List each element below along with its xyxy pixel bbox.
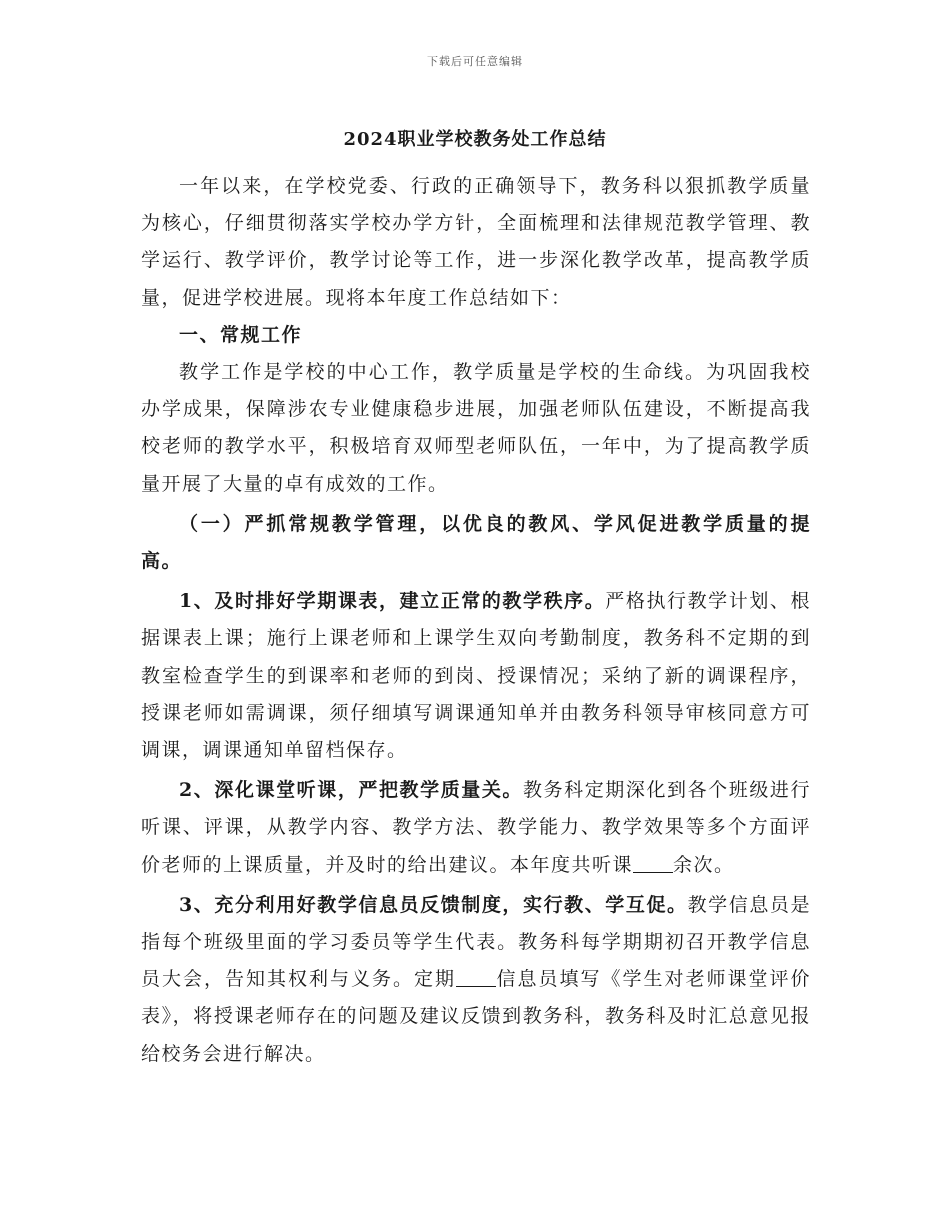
item2-text: 教务科定期深化到各个班级进行听课、评课，从教学内容、教学方法、教学能力、教学效果等多个方面评价老师的上课质量，并及时的给出建议。本年度共听课 — [141, 779, 811, 876]
fill-in-blank — [456, 968, 496, 987]
document-title: 2024职业学校教务处工作总结 — [343, 129, 607, 150]
fill-in-blank — [633, 854, 673, 873]
item2-paragraph — [141, 772, 811, 884]
item3-lead: 3、充分利用好教学信息员反馈制度，实行教、学互促。 — [179, 893, 688, 916]
section1-paragraph: 教学工作是学校的中心工作，教学质量是学校的生命线。为巩固我校办学成果，保障涉农专业健康稳步进展，加强老师队伍建设，不断提高我校老师的教学水平，积极培育双师型老师队伍，一年中，为了提高教学质量开展了大量的卓有成效的工作。 — [141, 361, 811, 495]
document-body — [141, 168, 811, 1073]
section1-heading: 一、常规工作 — [179, 323, 303, 346]
item1-lead: 1、及时排好学期课表，建立正常的教学秩序。 — [179, 590, 606, 613]
item3-text-end: 信息员填写《学生对老师课堂评价表》，将授课老师存在的问题及建议反馈到教务科，教务科及时汇总意见报给校务会进行解决。 — [141, 968, 811, 1065]
item2-text-end: 余次。 — [673, 853, 735, 876]
header-note: 下载后可任意编辑 — [427, 55, 523, 68]
item2-lead: 2、深化课堂听课，严把教学质量关。 — [179, 779, 523, 802]
subsection1-heading: （一）严抓常规教学管理，以优良的教风、学风促进教学质量的提高。 — [141, 512, 811, 573]
intro-paragraph: 一年以来，在学校党委、行政的正确领导下，教务科以狠抓教学质量为核心，仔细贯彻落实学校办学方针，全面梳理和法律规范教学管理、教学运行、教学评价，教学讨论等工作，进一步深化教学改革，提高教学质量，促进学校进展。现将本年度工作总结如下： — [141, 175, 811, 309]
item3-text: 教学信息员是指每个班级里面的学习委员等学生代表。教务科每学期期初召开教学信息员大会，告知其权利与义务。定期 — [141, 893, 811, 991]
item3-paragraph — [141, 887, 811, 1073]
item1-paragraph — [141, 583, 811, 769]
item1-text: 严格执行教学计划、根据课表上课；施行上课老师和上课学生双向考勤制度，教务科不定期的到教室检查学生的到课率和老师的到岗、授课情况；采纳了新的调课程序，授课老师如需调课，须仔细填写调课通知单并由教务科领导审核同意方可调课，调课通知单留档保存。 — [141, 590, 811, 762]
